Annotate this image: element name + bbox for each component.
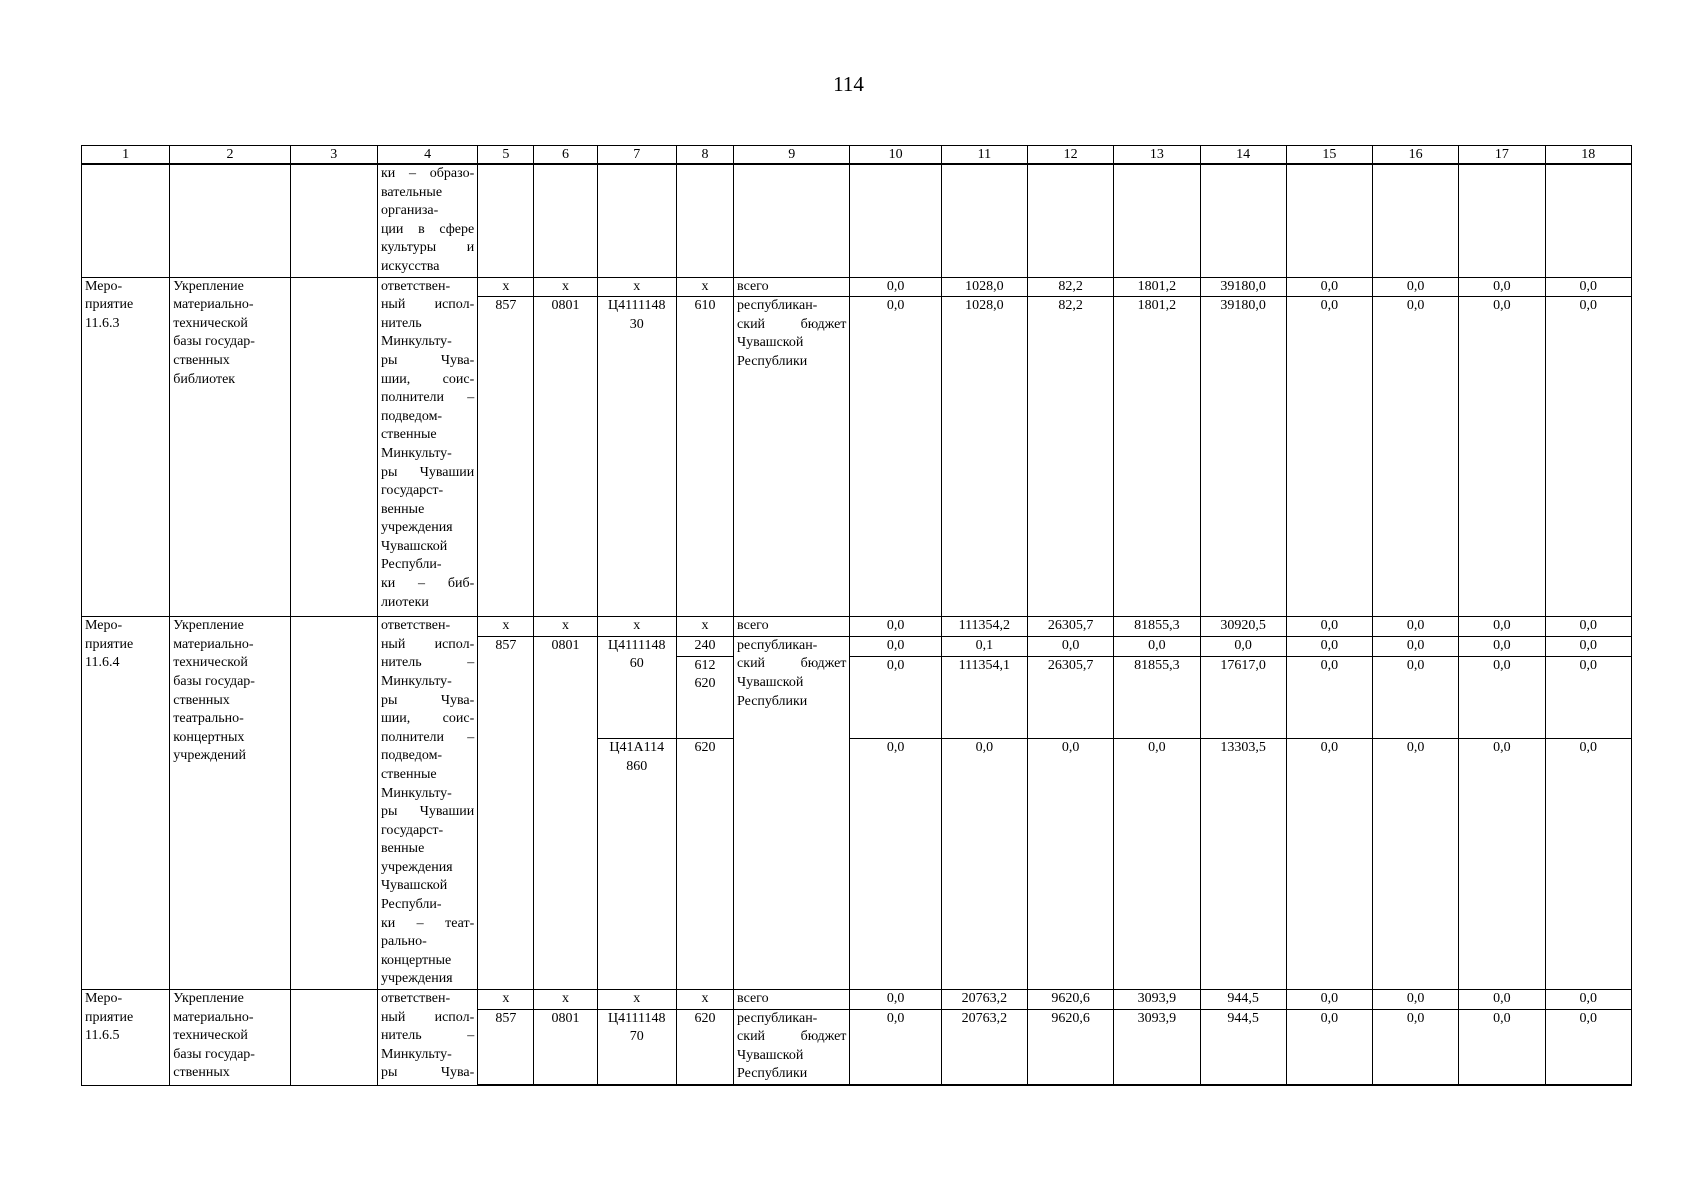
header-cell: 7 <box>597 146 676 165</box>
value-cell: 1801,2 <box>1114 297 1200 617</box>
value-cell: 0,0 <box>1459 636 1545 656</box>
activity-code: Меро- приятие 11.6.5 <box>82 990 170 1085</box>
value-cell: 0,0 <box>1459 739 1545 990</box>
table-cell: 857 <box>478 297 534 617</box>
header-row <box>82 146 1632 165</box>
value-cell: 944,5 <box>1200 1009 1286 1085</box>
header-cell: 14 <box>1200 146 1286 165</box>
value-cell: 39180,0 <box>1200 297 1286 617</box>
table-cell: 0801 <box>534 297 597 617</box>
table-cell: 612 620 <box>676 656 733 738</box>
value-cell: 0,0 <box>1286 617 1372 637</box>
funding-source: всего <box>734 990 850 1010</box>
value-cell: 9620,6 <box>1027 990 1113 1010</box>
executor-cell: ответствен- ный испол- нитель Минкульту- ры Чува- шии, соис- полнители – подведом- ственные Минкульту- ры Чувашии государст- венные учреждения Чувашской Республи- ки – биб- лиотеки <box>377 277 477 617</box>
table-cell: 0801 <box>534 1009 597 1085</box>
table-cell: х <box>478 990 534 1010</box>
table-cell: Ц4111148 60 <box>597 636 676 738</box>
value-cell: 13303,5 <box>1200 739 1286 990</box>
value-cell: 0,0 <box>1459 656 1545 738</box>
value-cell: 0,0 <box>1114 636 1200 656</box>
header-cell: 1 <box>82 146 170 165</box>
header-cell: 5 <box>478 146 534 165</box>
value-cell: 0,0 <box>1286 739 1372 990</box>
table-cell: 240 <box>676 636 733 656</box>
value-cell: 0,0 <box>1373 739 1459 990</box>
value-cell: 0,0 <box>1545 617 1631 637</box>
activity-name: Укрепление материально- технической базы государ- ственных театрально- концертных учреждений <box>170 617 290 990</box>
value-cell: 0,0 <box>1459 297 1545 617</box>
value-cell: 0,0 <box>1286 636 1372 656</box>
table-cell: х <box>597 617 676 637</box>
value-cell: 111354,2 <box>941 617 1027 637</box>
value-cell: 1801,2 <box>1114 277 1200 297</box>
value-cell: 0,0 <box>850 990 941 1010</box>
table-cell: 610 <box>676 297 733 617</box>
value-cell: 20763,2 <box>941 1009 1027 1085</box>
table-cell: Ц41А114 860 <box>597 739 676 990</box>
header-cell: 2 <box>170 146 290 165</box>
value-cell: 0,0 <box>1373 297 1459 617</box>
value-cell: 0,0 <box>1459 990 1545 1010</box>
value-cell: 0,0 <box>1373 277 1459 297</box>
header-cell: 3 <box>290 146 377 165</box>
funding-source: республикан- ский бюджет Чувашской Республики <box>734 1009 850 1085</box>
value-cell: 0,0 <box>1027 636 1113 656</box>
activity-name: Укрепление материально- технической базы государ- ственных <box>170 990 290 1085</box>
value-cell: 3093,9 <box>1114 990 1200 1010</box>
activity-code: Меро- приятие 11.6.3 <box>82 277 170 617</box>
value-cell: 0,0 <box>1114 739 1200 990</box>
value-cell: 82,2 <box>1027 297 1113 617</box>
table-cell: 620 <box>676 1009 733 1085</box>
funding-source: республикан- ский бюджет Чувашской Республики <box>734 297 850 617</box>
header-cell: 12 <box>1027 146 1113 165</box>
header-cell: 4 <box>377 146 477 165</box>
value-cell: 111354,1 <box>941 656 1027 738</box>
program-table <box>81 145 1632 1086</box>
value-cell: 0,0 <box>1027 739 1113 990</box>
executor-cell: ки – образо- вательные организа- ции в сфере культуры и искусства <box>377 164 477 277</box>
value-cell: 0,0 <box>1545 277 1631 297</box>
value-cell: 0,0 <box>1459 617 1545 637</box>
value-cell: 0,0 <box>850 617 941 637</box>
value-cell: 944,5 <box>1200 990 1286 1010</box>
value-cell: 0,0 <box>1373 1009 1459 1085</box>
activity-name: Укрепление материально- технической базы государ- ственных библиотек <box>170 277 290 617</box>
value-cell: 0,0 <box>1373 617 1459 637</box>
value-cell: 1028,0 <box>941 297 1027 617</box>
table-cell: х <box>676 990 733 1010</box>
value-cell: 26305,7 <box>1027 617 1113 637</box>
header-cell: 11 <box>941 146 1027 165</box>
value-cell: 0,0 <box>941 739 1027 990</box>
table-row <box>82 277 1632 297</box>
executor-cell: ответствен- ный испол- нитель – Минкульту- ры Чува- шии, соис- полнители – подведом- ственные Минкульту- ры Чувашии государст- венные учреждения Чувашской Республи- ки – теат- рально- концертные учреждения <box>377 617 477 990</box>
value-cell: 0,0 <box>850 636 941 656</box>
table-cell: 0801 <box>534 636 597 989</box>
value-cell: 9620,6 <box>1027 1009 1113 1085</box>
value-cell: 17617,0 <box>1200 656 1286 738</box>
value-cell: 0,0 <box>1373 636 1459 656</box>
table-cell: 857 <box>478 1009 534 1085</box>
table-cell: 620 <box>676 739 733 990</box>
value-cell: 0,0 <box>1459 1009 1545 1085</box>
table-cell: Ц4111148 70 <box>597 1009 676 1085</box>
table-cell: х <box>597 990 676 1010</box>
value-cell: 81855,3 <box>1114 656 1200 738</box>
value-cell: 0,0 <box>1286 297 1372 617</box>
table-cell: х <box>478 277 534 297</box>
funding-source: всего <box>734 277 850 297</box>
value-cell: 0,0 <box>850 277 941 297</box>
value-cell: 0,0 <box>1286 990 1372 1010</box>
table-cell: х <box>676 277 733 297</box>
header-cell: 16 <box>1373 146 1459 165</box>
table-cell: х <box>534 990 597 1010</box>
header-cell: 17 <box>1459 146 1545 165</box>
table-cell: Ц4111148 30 <box>597 297 676 617</box>
value-cell: 26305,7 <box>1027 656 1113 738</box>
value-cell: 0,1 <box>941 636 1027 656</box>
activity-code: Меро- приятие 11.6.4 <box>82 617 170 990</box>
value-cell: 0,0 <box>1459 277 1545 297</box>
value-cell: 39180,0 <box>1200 277 1286 297</box>
header-cell: 6 <box>534 146 597 165</box>
table-row <box>82 617 1632 637</box>
header-cell: 13 <box>1114 146 1200 165</box>
header-cell: 8 <box>676 146 733 165</box>
table-cell: х <box>534 617 597 637</box>
value-cell: 0,0 <box>1286 1009 1372 1085</box>
value-cell: 0,0 <box>1373 990 1459 1010</box>
header-cell: 9 <box>734 146 850 165</box>
value-cell: 1028,0 <box>941 277 1027 297</box>
table-row <box>82 990 1632 1010</box>
continuation-row <box>82 164 1632 277</box>
value-cell: 0,0 <box>850 656 941 738</box>
header-cell: 18 <box>1545 146 1631 165</box>
value-cell: 20763,2 <box>941 990 1027 1010</box>
table-cell: х <box>676 617 733 637</box>
value-cell: 0,0 <box>1200 636 1286 656</box>
value-cell: 0,0 <box>850 297 941 617</box>
executor-cell: ответствен- ный испол- нитель – Минкульту- ры Чува- <box>377 990 477 1085</box>
table-cell: х <box>534 277 597 297</box>
value-cell: 3093,9 <box>1114 1009 1200 1085</box>
funding-source: республикан- ский бюджет Чувашской Республики <box>734 636 850 989</box>
value-cell: 81855,3 <box>1114 617 1200 637</box>
table-cell: х <box>478 617 534 637</box>
value-cell: 0,0 <box>1545 990 1631 1010</box>
funding-source: всего <box>734 617 850 637</box>
table-cell: х <box>597 277 676 297</box>
value-cell: 0,0 <box>1545 636 1631 656</box>
header-cell: 10 <box>850 146 941 165</box>
table-cell: 857 <box>478 636 534 989</box>
header-cell: 15 <box>1286 146 1372 165</box>
value-cell: 0,0 <box>850 739 941 990</box>
value-cell: 82,2 <box>1027 277 1113 297</box>
page-number: 114 <box>833 72 864 96</box>
value-cell: 0,0 <box>1545 297 1631 617</box>
value-cell: 0,0 <box>1545 656 1631 738</box>
value-cell: 0,0 <box>1545 1009 1631 1085</box>
value-cell: 0,0 <box>1286 277 1372 297</box>
value-cell: 0,0 <box>1545 739 1631 990</box>
value-cell: 0,0 <box>850 1009 941 1085</box>
value-cell: 0,0 <box>1286 656 1372 738</box>
value-cell: 30920,5 <box>1200 617 1286 637</box>
value-cell: 0,0 <box>1373 656 1459 738</box>
